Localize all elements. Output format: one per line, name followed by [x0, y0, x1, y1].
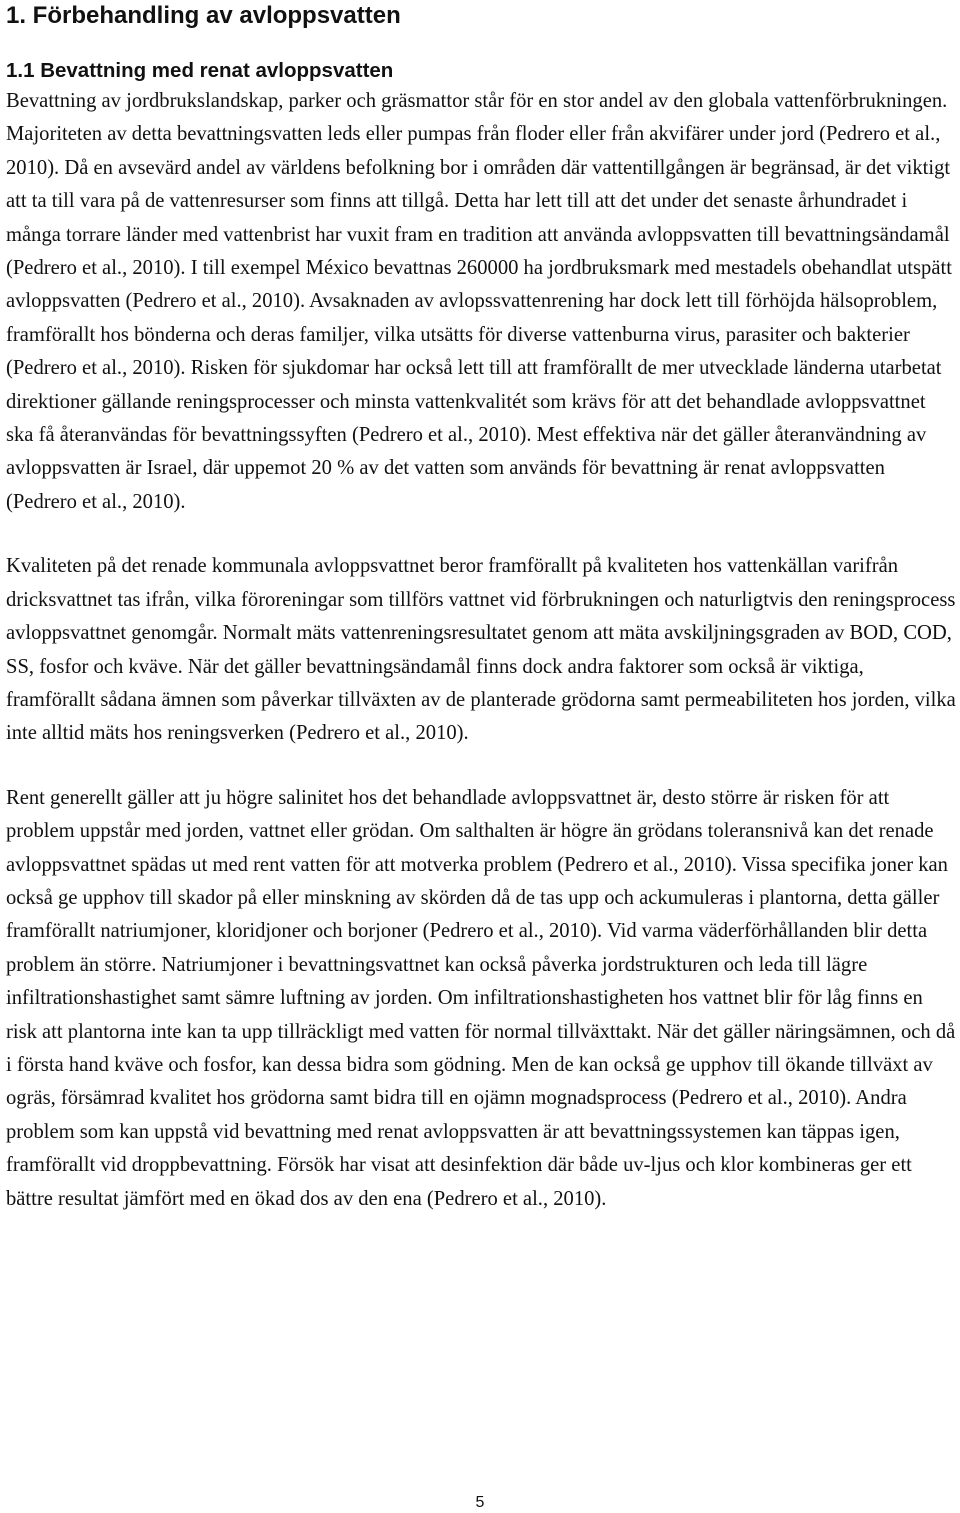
document-page	[6, 0, 958, 1216]
paragraph-water-quality: Kvaliteten på det renade kommunala avloppsvattnet beror framförallt på kvaliteten hos vattenkällan varifrån dricksvattnet tas ifrån, vilka föroreningar som tillförs vattnet vid förbrukningen och naturligtvis den reningsprocess avloppsvattnet genomgår. Normalt mäts vattenreningsresultatet genom att mäta avskiljningsgraden av BOD, COD, SS, fosfor och kväve. När det gäller bevattningsändamål finns dock andra faktorer som också är viktiga, framförallt sådana ämnen som påverkar tillväxten av de planterade grödorna samt permeabiliteten hos jorden, vilka inte alltid mäts hos reningsverken (Pedrero et al., 2010).	[6, 555, 956, 745]
paragraph-salinity-problems: Rent generellt gäller att ju högre salinitet hos det behandlade avloppsvattnet är, desto större är risken för att problem uppstår med jorden, vattnet eller grödan. Om salthalten är högre än grödans toleransnivå kan det renade avloppsvattnet spädas ut med rent vatten för att motverka problem (Pedrero et al., 2010). Vissa specifika joner kan också ge upphov till skador på eller minskning av skörden då de tas upp och ackumuleras i plantorna, detta gäller framförallt natriumjoner, kloridjoner och borjoner (Pedrero et al., 2010). Vid varma väderförhållanden blir detta problem än större. Natriumjoner i bevattningsvattnet kan också påverka jordstrukturen och leda till lägre infiltrationshastighet samt sämre luftning av jorden. Om infiltrationshastigheten hos vattnet blir för låg finns en risk att plantorna inte kan ta upp tillräckligt med vatten för normal tillväxttakt. När det gäller näringsämnen, och då i första hand kväve och fosfor, kan dessa bidra som gödning. Men de kan också ge upphov till ökande tillväxt av ogräs, försämrad kvalitet hos grödorna samt bidra till en ojämn mognadsprocess (Pedrero et al., 2010). Andra problem som kan uppstå vid bevattning med renat avloppsvatten är att bevattningssystemen kan täppas igen, framförallt vid droppbevattning. Försök har visat att desinfektion där både uv-ljus och klor kombineras ger ett bättre resultat jämfört med en ökad dos av den ena (Pedrero et al., 2010).	[6, 786, 956, 1210]
chapter-heading: 1. Förbehandling av avloppsvatten	[6, 2, 401, 29]
section-heading: 1.1 Bevattning med renat avloppsvatten	[6, 59, 394, 82]
paragraph-irrigation-background: Bevattning av jordbrukslandskap, parker och gräsmattor står för en stor andel av den globala vattenförbrukningen. Majoriteten av detta bevattningsvatten leds eller pumpas från floder eller från akvifärer under jord (Pedrero et al., 2010). Då en avsevärd andel av världens befolkning bor i områden där vattentillgången är begränsad, är det viktigt att ta till vara på de vattenresurser som finns att tillgå. Detta har lett till att det under det senaste århundradet i många torrare länder med vattenbrist har vuxit fram en tradition att använda avloppsvatten till bevattningsändamål (Pedrero et al., 2010). I till exempel México bevattnas 260000 ha jordbruksmark med mestadels obehandlat utspätt avloppsvatten (Pedrero et al., 2010). Avsaknaden av avlopssvattenrening har dock lett till förhöjda hälsoproblem, framförallt hos bönderna och deras familjer, vilka utsätts för diverse vattenburna virus, parasiter och bakterier (Pedrero et al., 2010). Risken för sjukdomar har också lett till att framförallt de mer utvecklade länderna utarbetat direktioner gällande reningsprocesser och minsta vattenkvalitét som krävs för att det behandlade avloppsvattnet ska få återanvändas för bevattningssyften (Pedrero et al., 2010). Mest effektiva när det gäller återanvändning av avloppsvatten är Israel, där uppemot 20 % av det vatten som används för bevattning är renat avloppsvatten (Pedrero et al., 2010).	[6, 90, 952, 513]
page-number: 5	[475, 1494, 485, 1511]
